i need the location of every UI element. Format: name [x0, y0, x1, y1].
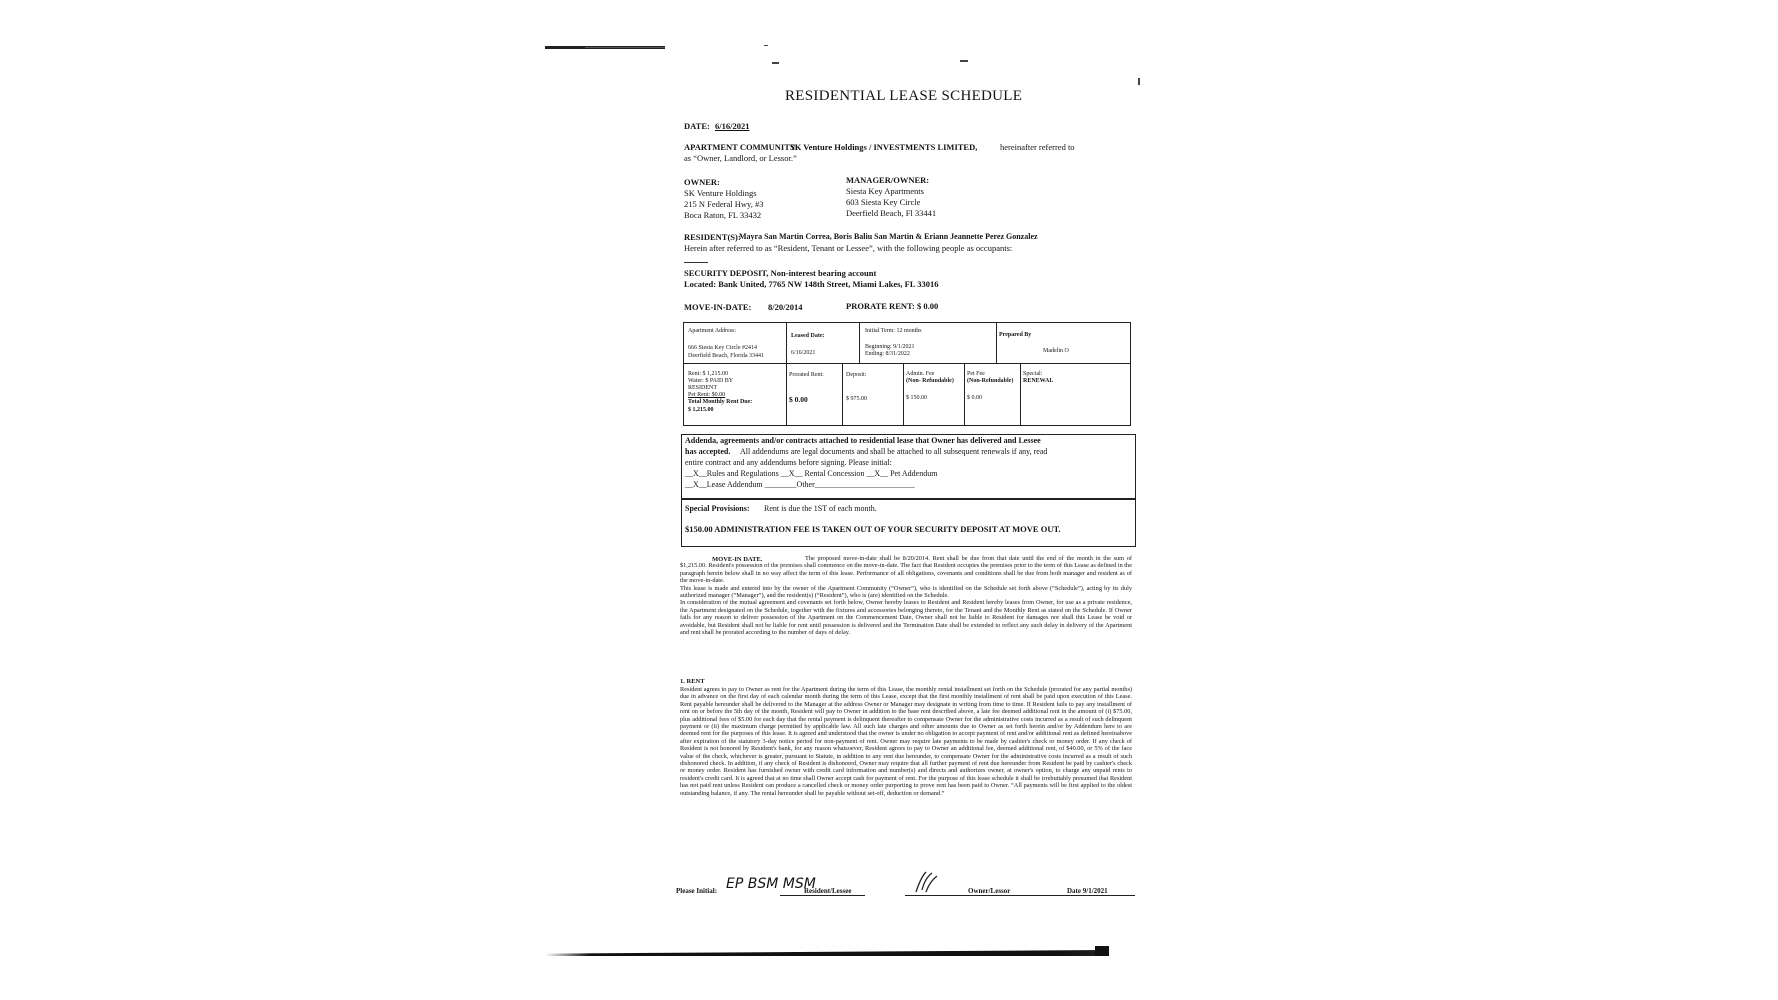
admin-fee-label: Admin. Fee: [906, 371, 935, 377]
table-col-divider: [964, 363, 965, 425]
move-in-paragraph-1: The proposed move-in-date shall be 8/20/2014. Rent shall be due from that date until the end of the month in the sum of $1,215.00. Resident's possession of the premises shall commence on the move-in-date. The fact that Resident occupies the premises prior to the term of this Lease as defined in the paragraph herein below shall in no way affect the term of this lease. Performance of all obligations, covenants and conditions shall be due from both manager and resident as of the move-in-date.: [680, 555, 1132, 585]
signature-date: Date 9/1/2021: [1067, 887, 1108, 895]
page-title: RESIDENTIAL LEASE SCHEDULE: [785, 88, 1023, 104]
scan-artifact-top-2: [585, 47, 665, 48]
move-in-paragraph-3: In consideration of the mutual agreement and covenants set forth below, Owner hereby leases to Resident and Resident hereby leases from Owner, for use as a private residence, the Apartment designated on the Schedule, together with the fixtures and accessories belonging thereto, for the Tenant and the Monthly Rent as stated on the Schedule. If Owner fails for any reason to deliver possession of the Apartment on the Commencement Date, Owner shall not be liable to Resident for damages nor shall this Lease be void or avoidable, but Resident shall not be liable for rent until possession is delivered and the Termination Date shall be extended to reflect any such delay in delivery of the Apartment and rent shall be prorated according to the number of days of delay.: [680, 599, 1132, 637]
community-value: SK Venture Holdings / INVESTMENTS LIMITED,: [790, 142, 978, 152]
manager-address-1: 603 Siesta Key Circle: [846, 197, 921, 207]
pet-rent: Pet Rent: $0.00: [688, 392, 726, 398]
special-value: RENEWAL: [1023, 378, 1054, 384]
water-paid: Water: $ PAID BY: [688, 378, 734, 384]
owner-signature: [910, 870, 940, 896]
rent-paragraph: Resident agrees to pay to Owner as rent for the Apartment during the term of this Lease, the monthly rental installment set forth on the Schedule (prorated for any partial months) due in advance on the first day of each calendar month during the term of this Lease, except that the first monthly installment of rent shall be paid upon execution of this Lease. Rent payable hereunder shall be delivered to the Manager at the address Owner or Manager may designate in writing from time to time. If Resident fails to pay any installment of rent on or before the 5th day of the month, Resident will pay to Owner in addition to the base rent described above, a late fee deemed additional rent in the amount of (i) $75.00, plus additional fees of $5.00 for each day that the rental payment is delinquent thereafter to compensate Owner for the administrative costs incurred as a result of such delinquent payment or (ii) the maximum charge permitted by applicable law. All such late charges and other amounts due to Owner as set forth herein and/or by Addendum here to are deemed rent for the purposes of this lease. It is agreed and understood that the owner is under no obligation to accept payment of rent and/or additional rent as defined hereinabove after expiration of the statutory 3-day notice period for non-payment of rent. Owner may require late payments to be made by cashier's check or money order. If any check of Resident is not honored by Resident's bank, for any reason whatsoever, Resident agrees to pay to Owner an additional fee, deemed additional rent, of $40.00, or 5% of the face value of the check, whichever is greater, pursuant to Statute, in addition to any rent due hereunder, to compensate Owner for the administrative costs incurred as a result of such dishonored check. In addition, if any check of Resident is dishonored, Owner may require that all further payment of rent due hereunder from Resident be paid by cashier's check or money order. Resident has furnished owner with credit card information and number(s) and directs and authorizes owner, at owner's option, to charge any unpaid rents to resident's credit card. It is agreed that at no time shall Owner accept cash for payment of rent. For the purpose of this lease schedule it shall be irrebuttably presumed that Resident has not paid rent unless Resident can produce a cancelled check or money order purporting to prove rent has been paid to Owner. “All payments will be first applied to the oldest outstanding balance, if any. The rental hereunder shall be payable without set-off, deduction or demand.”: [680, 686, 1132, 797]
addenda-heading: Addenda, agreements and/or contracts attached to residential lease that Owner has delivered and Lessee: [685, 436, 1041, 445]
scan-artifact-bottom: [545, 950, 1105, 956]
rent-amount: Rent: $ 1,215.00: [688, 371, 728, 377]
addenda-initials-row-1: __X__Rules and Regulations __X__ Rental Concession __X__ Pet Addendum: [685, 469, 938, 478]
table-row-divider: [684, 363, 1130, 364]
manager-name: Siesta Key Apartments: [846, 186, 924, 196]
table-col-divider: [996, 323, 997, 363]
owner-lessor-label: Owner/Lessor: [968, 887, 1011, 895]
date-label: DATE:: [684, 121, 710, 131]
please-initial-label: Please Initial:: [676, 887, 718, 895]
owner-address-1: 215 N Federal Hwy, #3: [684, 199, 764, 209]
move-in-paragraph-2: This lease is made and entered into by the owner of the Apartment Community (“Owner”), who is identified on the Schedule set forth above (“Schedule”), acting by its duly authorized manager (“Manager”), and the resident(s) (“Resident”), who is (are) identified on the Schedule.: [680, 584, 1132, 600]
table-col-divider: [903, 363, 904, 425]
deposit-line-2: Located: Bank United, 7765 NW 148th Street, Miami Lakes, FL 33016: [684, 279, 939, 289]
deposit-label: Deposit:: [846, 372, 867, 378]
prorated-rent-label: Prorated Rent:: [789, 372, 824, 378]
term-ending: Ending: 8/31/2022: [865, 351, 910, 357]
prepared-by-label: Prepared By: [999, 332, 1032, 338]
prorate-rent: PRORATE RENT: $ 0.00: [846, 301, 939, 311]
scan-mark: [1138, 78, 1140, 85]
residents-names: Mayra San Martin Correa, Boris Baliu San Martin & Eriann Jeannette Perez Gonzalez: [739, 232, 1038, 241]
scan-mark: [960, 60, 968, 62]
manager-address-2: Deerfield Beach, Fl 33441: [846, 208, 937, 218]
special-provisions-text: Rent is due the 1ST of each month.: [764, 504, 877, 513]
residents-label: RESIDENT(S):: [684, 232, 741, 242]
rent-heading: 1. RENT: [680, 678, 705, 685]
special-label: Special:: [1023, 371, 1043, 377]
admin-fee-notice: $150.00 ADMINISTRATION FEE IS TAKEN OUT OF YOUR SECURITY DEPOSIT AT MOVE OUT.: [685, 524, 1061, 534]
pet-fee-value: $ 0.00: [967, 395, 982, 401]
move-in-value: 8/20/2014: [768, 302, 803, 312]
prepared-by-value: Madelin O: [1043, 348, 1069, 354]
pet-fee-label: Pet Fee: [967, 371, 985, 377]
scan-mark: [764, 45, 768, 46]
initial-term-label: Initial Term: 12 months: [865, 328, 922, 334]
owner-address-2: Boca Raton, FL 33432: [684, 210, 762, 220]
apartment-address-2: Deerfield Beach, Florida 33441: [688, 353, 764, 359]
leased-date-label: Leased Date:: [791, 333, 825, 339]
date-value: 6/16/2021: [715, 121, 750, 131]
resident-signature-line: [780, 895, 865, 896]
owner-label: OWNER:: [684, 177, 720, 187]
community-line2: as “Owner, Landlord, or Lessor.”: [684, 153, 797, 163]
deposit-value: $ 975.00: [846, 396, 867, 402]
table-col-divider: [786, 363, 787, 425]
addenda-accepted: has accepted.: [685, 447, 731, 456]
total-rent-label: Total Monthly Rent Due:: [688, 399, 753, 405]
table-col-divider: [1020, 363, 1021, 425]
water-paid-2: RESIDENT: [688, 385, 717, 391]
move-in-heading: MOVE-IN DATE.: [712, 556, 763, 563]
admin-fee-label-2: (Non- Refundable): [906, 378, 954, 384]
pet-fee-label-2: (Non-Refundable): [967, 378, 1014, 384]
scan-artifact-bottom-2: [1095, 946, 1109, 956]
prorated-rent-value: $ 0.00: [789, 395, 808, 404]
move-in-label: MOVE-IN-DATE:: [684, 302, 752, 312]
blank-line: [684, 262, 708, 263]
special-provisions-label: Special Provisions:: [685, 504, 750, 513]
admin-fee-value: $ 150.00: [906, 395, 927, 401]
addenda-line-3: entire contract and any addendums before signing. Please initial:: [685, 458, 892, 467]
manager-label: MANAGER/OWNER:: [846, 175, 930, 185]
addenda-initials-row-2: __X__Lease Addendum ________Other_________________________: [685, 480, 915, 489]
resident-lessee-label: Resident/Lessee: [804, 887, 852, 895]
table-col-divider: [786, 323, 787, 363]
deposit-line-1: SECURITY DEPOSIT, Non-interest bearing account: [684, 268, 877, 278]
community-label: APARTMENT COMMUNITY:: [684, 142, 799, 152]
move-in-paragraph: [680, 555, 1132, 636]
resident-initials: EP BSM MSM: [726, 876, 816, 892]
table-col-divider: [859, 323, 860, 363]
leased-date-value: 6/16/2021: [791, 350, 816, 356]
apartment-address-label: Apartment Address:: [688, 328, 737, 334]
apartment-address-1: 666 Siesta Key Circle #2414: [688, 345, 757, 351]
owner-name: SK Venture Holdings: [684, 188, 757, 198]
scan-mark: [772, 62, 779, 64]
table-col-divider: [842, 363, 843, 425]
term-beginning: Beginning: 9/1/2021: [865, 344, 915, 350]
total-rent-value: $ 1,215.00: [688, 407, 714, 413]
community-rest: hereinafter referred to: [1000, 142, 1075, 152]
addenda-line-2: All addendums are legal documents and shall be attached to all subsequent renewals if any, read: [740, 447, 1048, 456]
residents-line2: Herein after referred to as “Resident, Tenant or Lessee”, with the following people as occupants:: [684, 243, 1013, 253]
